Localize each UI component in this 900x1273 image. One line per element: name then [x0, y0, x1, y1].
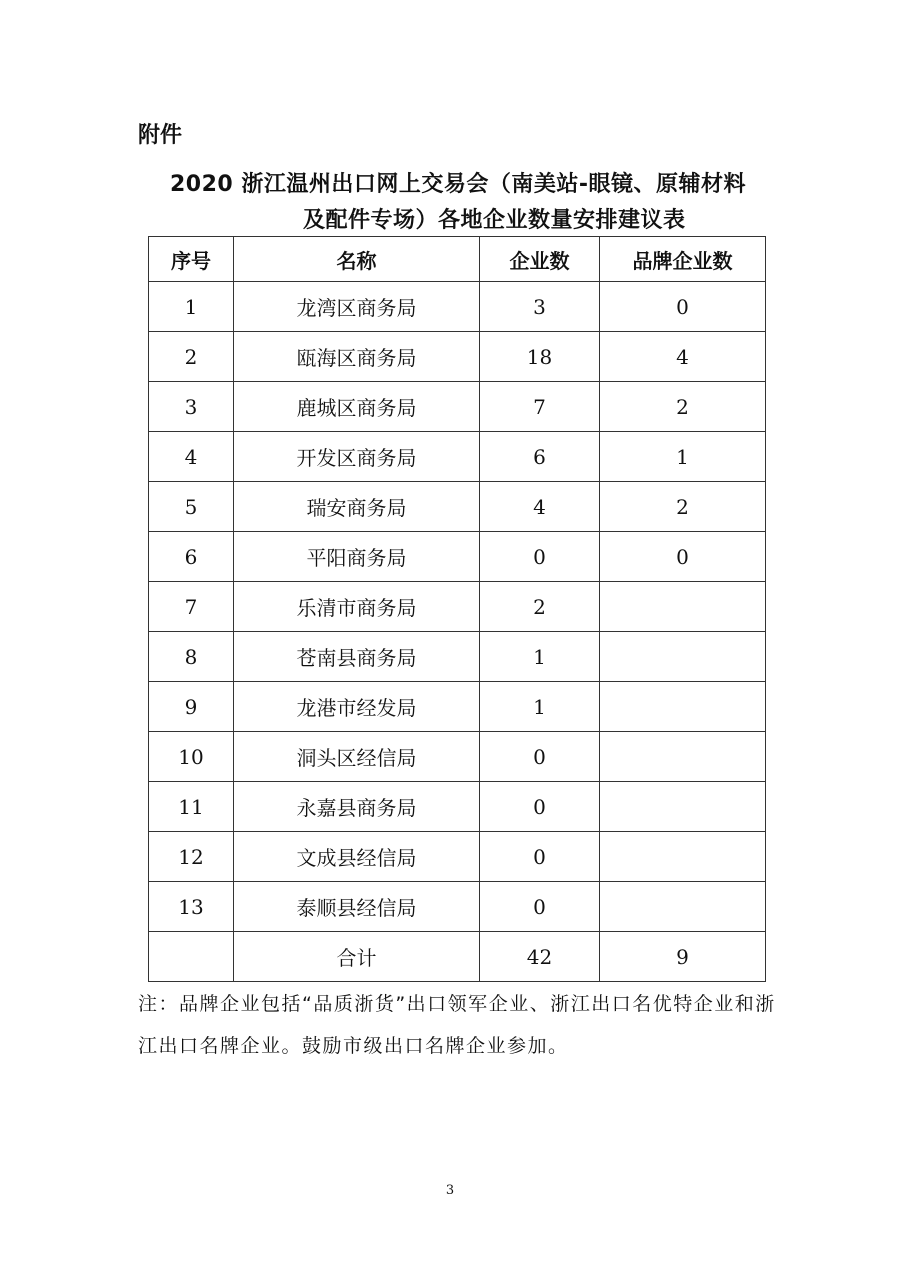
table-row — [149, 632, 766, 682]
cell-name: 开发区商务局 — [234, 432, 480, 482]
cell-name: 鹿城区商务局 — [234, 382, 480, 432]
attachment-label: 附件 — [138, 123, 183, 148]
cell-enterprise-count: 4 — [480, 482, 600, 532]
cell-brand-enterprise-count: 2 — [600, 382, 766, 432]
table-row — [149, 282, 766, 332]
cell-enterprise-count: 6 — [480, 432, 600, 482]
cell-index: 11 — [149, 782, 234, 832]
cell-index: 10 — [149, 732, 234, 782]
cell-index: 6 — [149, 532, 234, 582]
cell-name: 龙港市经发局 — [234, 682, 480, 732]
cell-name: 瑞安商务局 — [234, 482, 480, 532]
cell-index: 13 — [149, 882, 234, 932]
cell-name: 泰顺县经信局 — [234, 882, 480, 932]
cell-index: 5 — [149, 482, 234, 532]
cell-brand-enterprise-count — [600, 832, 766, 882]
cell-enterprise-count: 1 — [480, 632, 600, 682]
table-row — [149, 832, 766, 882]
table-row — [149, 532, 766, 582]
cell-enterprise-count: 2 — [480, 582, 600, 632]
table-title-line2: 及配件专场）各地企业数量安排建议表 — [303, 208, 686, 233]
table-row — [149, 482, 766, 532]
cell-enterprise-count: 7 — [480, 382, 600, 432]
cell-enterprise-count: 0 — [480, 532, 600, 582]
total-label: 合计 — [234, 932, 480, 982]
cell-enterprise-count: 1 — [480, 682, 600, 732]
cell-brand-enterprise-count — [600, 882, 766, 932]
table-total-row — [149, 932, 766, 982]
cell-name: 苍南县商务局 — [234, 632, 480, 682]
total-cell-enterprise-count: 42 — [480, 932, 600, 982]
header-name: 名称 — [234, 237, 480, 282]
table-row — [149, 782, 766, 832]
cell-index: 4 — [149, 432, 234, 482]
cell-brand-enterprise-count — [600, 582, 766, 632]
table-header-row — [149, 237, 766, 282]
cell-name: 洞头区经信局 — [234, 732, 480, 782]
table-row — [149, 332, 766, 382]
cell-brand-enterprise-count: 2 — [600, 482, 766, 532]
cell-index: 1 — [149, 282, 234, 332]
footnote: 注：品牌企业包括“品质浙货”出口领军企业、浙江出口名优特企业和浙江出口名牌企业。鼓励市级出口名牌企业参加。 — [138, 993, 776, 1057]
page-number: 3 — [445, 1183, 455, 1198]
cell-index: 3 — [149, 382, 234, 432]
cell-name: 龙湾区商务局 — [234, 282, 480, 332]
cell-enterprise-count: 0 — [480, 832, 600, 882]
table-row — [149, 382, 766, 432]
cell-name: 乐清市商务局 — [234, 582, 480, 632]
cell-brand-enterprise-count: 0 — [600, 282, 766, 332]
table-row — [149, 732, 766, 782]
cell-index: 2 — [149, 332, 234, 382]
table-row — [149, 582, 766, 632]
cell-brand-enterprise-count — [600, 632, 766, 682]
cell-enterprise-count: 0 — [480, 732, 600, 782]
header-index: 序号 — [149, 237, 234, 282]
table-row — [149, 432, 766, 482]
cell-brand-enterprise-count — [600, 782, 766, 832]
cell-index: 12 — [149, 832, 234, 882]
cell-index: 7 — [149, 582, 234, 632]
cell-name: 平阳商务局 — [234, 532, 480, 582]
cell-name: 瓯海区商务局 — [234, 332, 480, 382]
header-brand-enterprise-count: 品牌企业数 — [600, 237, 766, 282]
enterprise-allocation-table — [148, 236, 766, 982]
total-cell-brand-enterprise-count: 9 — [600, 932, 766, 982]
cell-enterprise-count: 0 — [480, 782, 600, 832]
header-enterprise-count: 企业数 — [480, 237, 600, 282]
cell-enterprise-count: 0 — [480, 882, 600, 932]
cell-brand-enterprise-count: 0 — [600, 532, 766, 582]
cell-index: 9 — [149, 682, 234, 732]
table-row — [149, 682, 766, 732]
cell-enterprise-count: 18 — [480, 332, 600, 382]
cell-brand-enterprise-count: 1 — [600, 432, 766, 482]
total-cell-index — [149, 932, 234, 982]
cell-name: 文成县经信局 — [234, 832, 480, 882]
cell-brand-enterprise-count — [600, 732, 766, 782]
cell-brand-enterprise-count — [600, 682, 766, 732]
table-row — [149, 882, 766, 932]
table-title-line1: 2020 浙江温州出口网上交易会（南美站-眼镜、原辅材料 — [170, 172, 747, 197]
cell-name: 永嘉县商务局 — [234, 782, 480, 832]
cell-index: 8 — [149, 632, 234, 682]
cell-brand-enterprise-count: 4 — [600, 332, 766, 382]
cell-enterprise-count: 3 — [480, 282, 600, 332]
